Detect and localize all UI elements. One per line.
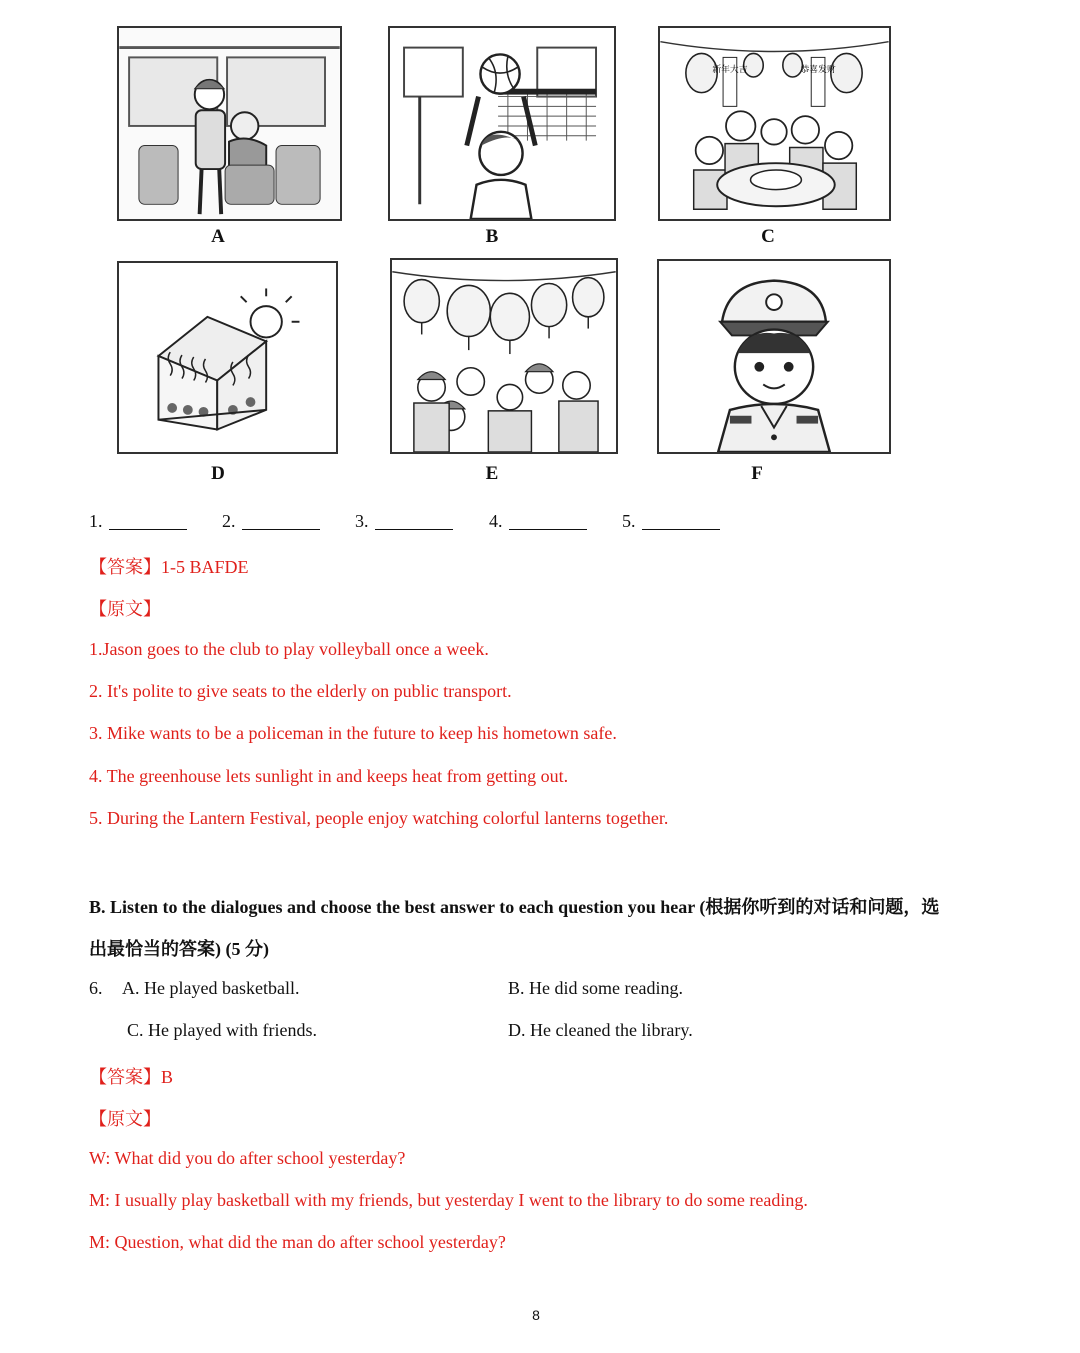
option-a[interactable]: A. He played basketball.: [122, 978, 300, 998]
transcript-label-b: 【原文】: [89, 1109, 161, 1129]
blank-5[interactable]: 5.: [622, 511, 720, 532]
page-number: 8: [532, 1307, 540, 1323]
transcript-line: 3. Mike wants to be a policeman in the future to keep his hometown safe.: [89, 723, 617, 743]
blank-1[interactable]: 1.: [89, 511, 187, 532]
picture-e: [390, 258, 618, 454]
option-d[interactable]: D. He cleaned the library.: [508, 1020, 693, 1040]
section-b-heading: B. Listen to the dialogues and choose the best answer to each question you hear (根据你听到的对话和问题，选: [89, 897, 940, 917]
transcript-label-a: 【原文】: [89, 599, 161, 619]
dialogue-line: M: I usually play basketball with my friends, but yesterday I went to the library to do some reading.: [89, 1190, 808, 1210]
lantern-festival-illustration: [392, 260, 616, 452]
dialogue-line: M: Question, what did the man do after school yesterday?: [89, 1232, 506, 1252]
couplet-left: 新年大吉: [712, 65, 748, 76]
picture-e-label: E: [485, 463, 499, 484]
answer-key-b: 【答案】B: [89, 1067, 174, 1087]
picture-f-label: F: [751, 463, 763, 484]
volleyball-boy-illustration: [390, 28, 614, 219]
policeman-illustration: [659, 261, 889, 452]
picture-d: [117, 261, 338, 454]
greenhouse-illustration: [119, 263, 336, 452]
dialogue-line: W: What did you do after school yesterday?: [89, 1148, 406, 1168]
picture-c: [658, 26, 891, 221]
bus-seat-giving-illustration: [119, 28, 340, 219]
answer-key-a: 【答案】1-5 BAFDE: [89, 557, 249, 577]
picture-a: [117, 26, 342, 221]
option-c[interactable]: C. He played with friends.: [127, 1020, 317, 1040]
picture-a-label: A: [211, 226, 225, 247]
option-b[interactable]: B. He did some reading.: [508, 978, 683, 998]
transcript-line: 5. During the Lantern Festival, people enjoy watching colorful lanterns together.: [89, 808, 669, 828]
question-number: 6.: [89, 978, 103, 998]
picture-f: [657, 259, 891, 454]
transcript-line: 4. The greenhouse lets sunlight in and keeps heat from getting out.: [89, 766, 569, 786]
blank-3[interactable]: 3.: [355, 511, 453, 532]
picture-c-label: C: [761, 226, 775, 247]
couplet-right: 恭喜发财: [800, 65, 836, 76]
family-dinner-illustration: [660, 28, 889, 219]
picture-b: [388, 26, 616, 221]
blank-4[interactable]: 4.: [489, 511, 587, 532]
section-b-heading-cont: 出最恰当的答案) (5 分): [89, 939, 269, 959]
blank-2[interactable]: 2.: [222, 511, 320, 532]
picture-d-label: D: [211, 463, 225, 484]
transcript-line: 2. It's polite to give seats to the elderly on public transport.: [89, 681, 512, 701]
picture-b-label: B: [485, 226, 499, 247]
transcript-line: 1.Jason goes to the club to play volleyball once a week.: [89, 639, 489, 659]
